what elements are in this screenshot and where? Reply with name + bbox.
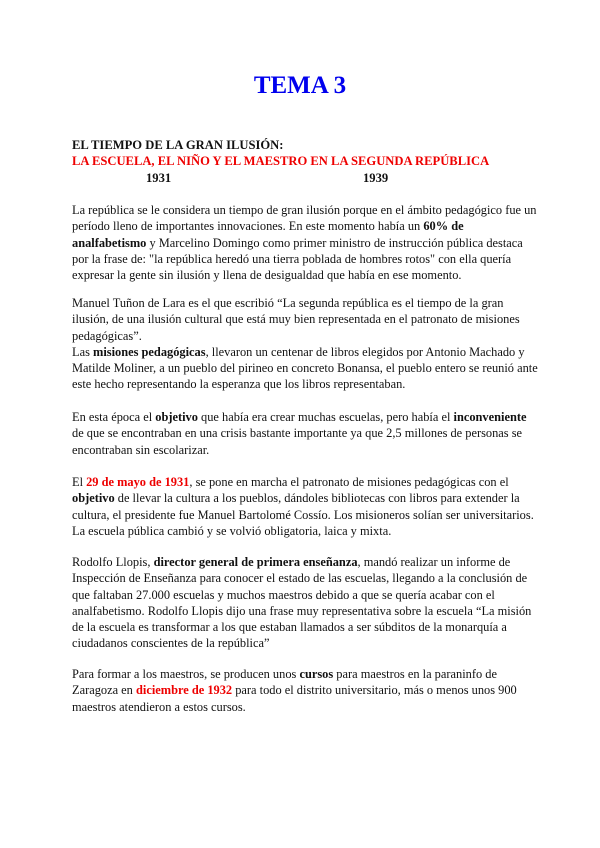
- text-line: [72, 523, 534, 539]
- text-run: por la frase de: "la república heredó una tierra poblada de hombres rotos" con ella quería: [72, 251, 512, 266]
- text-line: [72, 251, 537, 267]
- text-run: Rodolfo Llopis,: [72, 555, 154, 569]
- text-line: [72, 699, 517, 715]
- bold-text: 60% de: [423, 219, 464, 234]
- year-end: 1939: [363, 171, 389, 185]
- bold-text: analfabetismo: [72, 235, 147, 250]
- text-run: de llevar la cultura a los pueblos, dándoles bibliotecas con libros para extender la: [114, 491, 520, 506]
- text-run: ciudadanos conscientes de la república”: [72, 636, 270, 651]
- text-run: período lleno de importantes innovaciones. En este momento había un: [72, 219, 424, 234]
- text-run: este hecho representando la esperanza que los libros representaban.: [72, 377, 406, 392]
- paragraph-2: [72, 295, 538, 393]
- text-line: [72, 474, 534, 490]
- text-run: Manuel Tuñon de Lara es el que escribió “La segunda república es el tiempo de la gran: [72, 296, 504, 310]
- text-line: [72, 603, 531, 619]
- text-line: [72, 490, 534, 506]
- bold-text: cursos: [299, 667, 334, 681]
- highlighted-date: 29 de mayo de 1931: [86, 475, 190, 489]
- text-line: [72, 267, 537, 283]
- bold-text: objetivo: [72, 491, 115, 506]
- text-line: [72, 619, 531, 635]
- text-line: [72, 425, 526, 441]
- text-run: analfabetismo. Rodolfo Llopis dijo una frase muy representativa sobre la escuela “La misión: [72, 603, 532, 618]
- bold-text: director general de primera enseñanza: [153, 555, 358, 569]
- text-run: Inspección de Enseñanza para conocer el estado de las escuelas, llegando a la conclusión de: [72, 571, 528, 586]
- text-run: Las: [72, 344, 93, 359]
- text-run: de que se encontraban en una crisis bastante importante ya que 2,5 millones de personas se: [72, 426, 523, 441]
- text-line: [72, 682, 517, 698]
- text-line: [72, 666, 517, 682]
- text-line: [72, 570, 531, 586]
- text-run: ilusión, de una ilusión cultural que está muy bien representada en el patronato de misiones: [72, 312, 520, 327]
- text-run: encontraban sin escolarizar.: [72, 442, 210, 457]
- paragraph-5: [72, 554, 531, 652]
- text-run: , se pone en marcha el patronato de misiones pedagógicas con el: [189, 475, 509, 489]
- text-run: para todo el distrito universitario, más o menos unos 900: [232, 683, 517, 698]
- text-run: y Marcelino Domingo como primer ministro de instrucción pública destaca: [146, 235, 523, 250]
- text-line: [72, 218, 537, 234]
- bold-text: inconveniente: [453, 410, 527, 424]
- text-run: La república se le considera un tiempo de gran ilusión porque en el ámbito pedagógico fue un: [72, 203, 537, 217]
- text-run: expresar la gente sin ilusión y llena de desigualdad que había en ese momento.: [72, 268, 462, 283]
- text-line: [72, 409, 526, 425]
- text-run: maestros atendieron a estos cursos.: [72, 699, 246, 714]
- text-line: [72, 360, 538, 376]
- paragraph-4: [72, 474, 534, 539]
- text-line: [72, 235, 537, 251]
- text-run: cultura, el presidente fue Manuel Bartolomé Cossío. Los misioneros solían ser universitarios.: [72, 507, 534, 522]
- text-line: [72, 507, 534, 523]
- text-line: [72, 311, 538, 327]
- document-title: TEMA 3: [253, 72, 347, 99]
- text-run: El: [72, 475, 87, 489]
- text-line: [72, 202, 537, 218]
- text-line: [72, 376, 538, 392]
- text-line: [72, 328, 538, 344]
- paragraph-6: [72, 666, 517, 715]
- highlighted-date: diciembre de 1932: [135, 683, 233, 698]
- section-heading: EL TIEMPO DE LA GRAN ILUSIÓN:: [72, 138, 284, 152]
- text-run: En esta época el: [72, 410, 156, 424]
- text-run: , llevaron un centenar de libros elegidos por Antonio Machado y: [205, 344, 525, 359]
- text-run: que faltaban 27.000 escuelas y muchos maestros debido a que se quería acabar con el: [72, 587, 495, 602]
- text-run: , mandó realizar un informe de: [357, 555, 511, 569]
- paragraph-1: [72, 202, 537, 283]
- text-run: pedagógicas”.: [72, 328, 142, 343]
- paragraph-3: [72, 409, 526, 458]
- text-line: [72, 295, 538, 311]
- bold-text: misiones pedagógicas: [93, 344, 206, 359]
- text-run: para maestros en la paraninfo de: [333, 667, 497, 681]
- text-run: Zaragoza en: [72, 683, 136, 698]
- text-line: [72, 442, 526, 458]
- text-run: La escuela pública cambió y se volvió obligatoria, laica y mixta.: [72, 523, 392, 538]
- text-run: Matilde Moliner, a un pueblo del pirineo en concreto Bonansa, el pueblo entero se reunió ante: [72, 361, 538, 376]
- bold-text: objetivo: [155, 410, 198, 424]
- text-line: [72, 554, 531, 570]
- year-start: 1931: [146, 171, 172, 185]
- section-subheading: LA ESCUELA, EL NIÑO Y EL MAESTRO EN LA SEGUNDA REPÚBLICA: [72, 154, 490, 168]
- text-line: [72, 344, 538, 360]
- text-run: de la escuela es transformar a los que estaban llamados a ser súbditos de la monarquía a: [72, 620, 507, 635]
- text-line: [72, 587, 531, 603]
- text-line: [72, 635, 531, 651]
- text-run: Para formar a los maestros, se producen unos: [72, 667, 300, 681]
- text-run: que había era crear muchas escuelas, pero había el: [197, 410, 454, 424]
